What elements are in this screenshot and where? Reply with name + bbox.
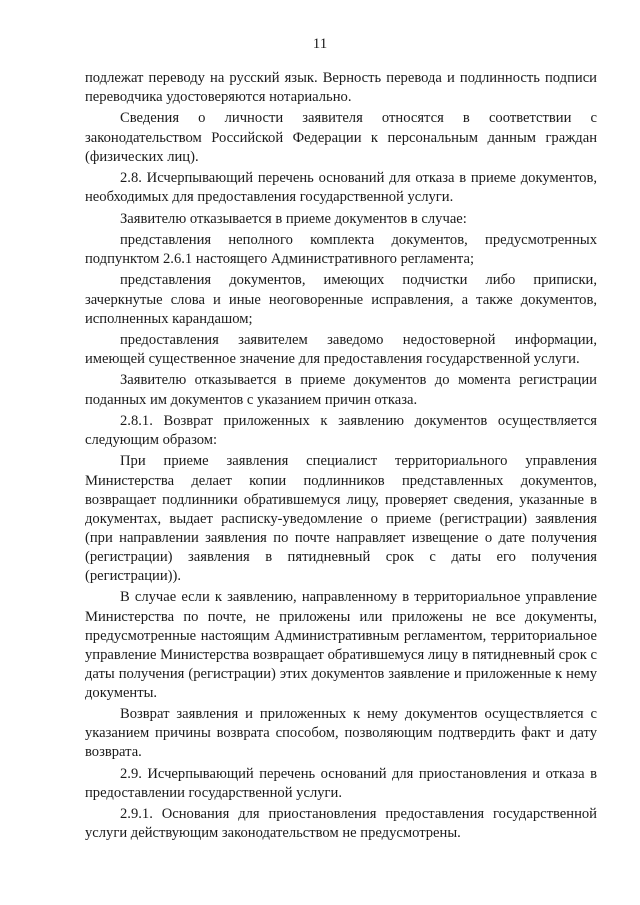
paragraph-section-2-9-1: 2.9.1. Основания для приостановления предоставления государственной услуги действующим законодательством не предусмотрены. bbox=[85, 806, 597, 842]
paragraph-postal-return: В случае если к заявлению, направленному в территориальное управление Министерства по почте, не приложены или приложены не все документы, предусмотренные настоящим Административным регламентом, территориальное управление Министерства возвращает обратившемуся лицу в пятидневный срок с даты получения (регистрации) этих документов заявление и приложенные к нему документы. bbox=[85, 589, 597, 701]
paragraph-personal-data: Сведения о личности заявителя относятся в соответствии с законодательством Российской Федерации к персональным данным граждан (физических лиц). bbox=[85, 110, 597, 165]
paragraph-application-receipt: При приеме заявления специалист территориального управления Министерства делает копии подлинников представленных документов, возвращает подлинники обратившемуся лицу, проверяет сведения, указанные в документах, выдает расписку-уведомление о приеме (регистрации) заявления (при направлении заявления по почте направляет извещение о дате получения (регистрации) заявления в пятидневный срок с даты его получения (регистрации)). bbox=[85, 453, 597, 585]
document-body bbox=[85, 69, 597, 844]
paragraph-translation-note: подлежат переводу на русский язык. Верность перевода и подлинность подписи переводчика удостоверяются нотариально. bbox=[85, 70, 597, 106]
page-number: 11 bbox=[312, 36, 328, 52]
paragraph-section-2-9: 2.9. Исчерпывающий перечень оснований для приостановления и отказа в предоставлении государственной услуги. bbox=[85, 765, 597, 801]
paragraph-return-method: Возврат заявления и приложенных к нему документов осуществляется с указанием причины возврата способом, позволяющим подтвердить факт и дату возврата. bbox=[85, 706, 597, 761]
paragraph-refusal-cases: Заявителю отказывается в приеме документов в случае: bbox=[120, 210, 467, 227]
paragraph-refusal-before-registration: Заявителю отказывается в приеме документов до момента регистрации поданных им документов с указанием причин отказа. bbox=[85, 372, 597, 408]
paragraph-incomplete-set: представления неполного комплекта документов, предусмотренных подпунктом 2.6.1 настоящего Административного регламента; bbox=[85, 231, 597, 268]
paragraph-section-2-8-1: 2.8.1. Возврат приложенных к заявлению документов осуществляется следующим образом: bbox=[85, 412, 597, 449]
paragraph-section-2-8: 2.8. Исчерпывающий перечень оснований для отказа в приеме документов, необходимых для предоставления государственной услуги. bbox=[85, 170, 597, 206]
paragraph-corrections: представления документов, имеющих подчистки либо приписки, зачеркнутые слова и иные неоговоренные исправления, а также документов, исполненных карандашом; bbox=[85, 272, 597, 327]
paragraph-false-info: предоставления заявителем заведомо недостоверной информации, имеющей существенное значение для предоставления государственной услуги. bbox=[85, 332, 597, 368]
